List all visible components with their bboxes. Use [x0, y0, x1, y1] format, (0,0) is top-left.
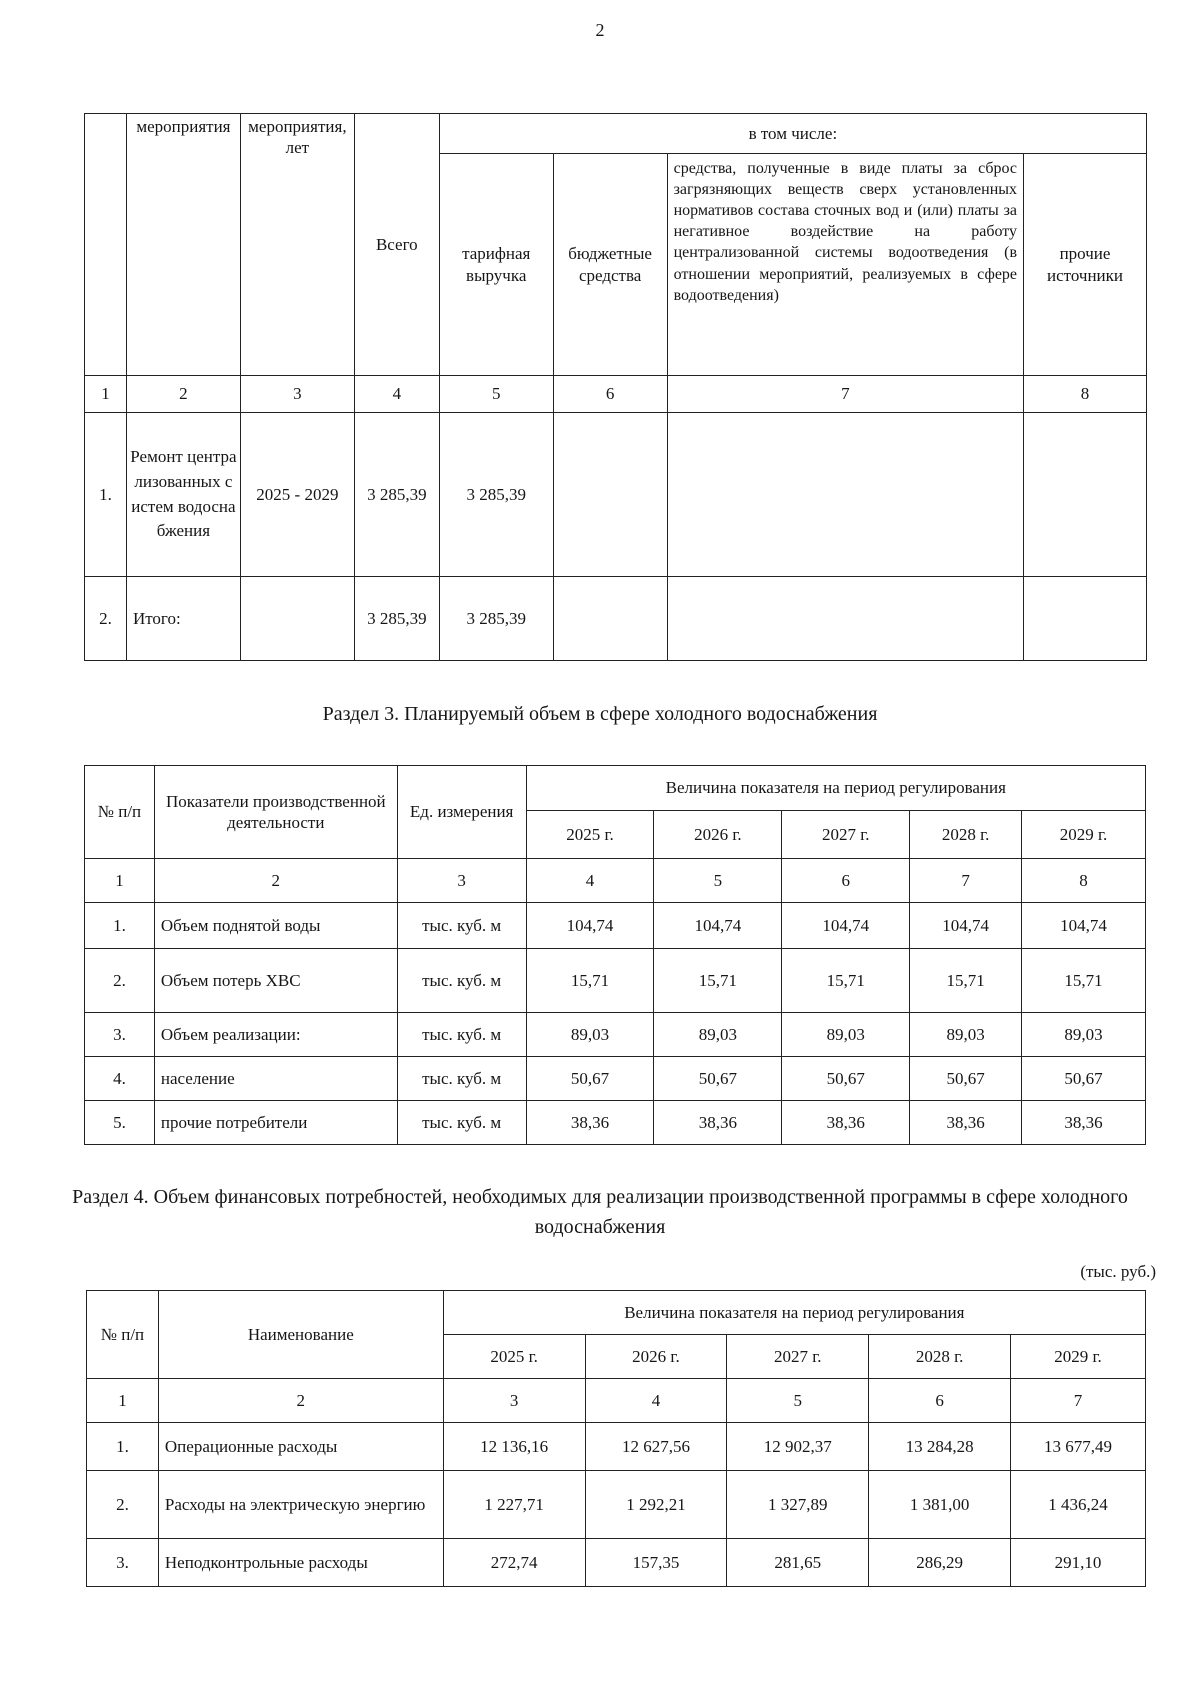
column-number-row: [87, 1379, 1146, 1423]
value: 1 227,71: [443, 1471, 585, 1539]
budget-value: [553, 413, 667, 577]
unit: тыс. куб. м: [397, 1013, 526, 1057]
header-year: 2025 г.: [443, 1335, 585, 1379]
value: 15,71: [910, 949, 1022, 1013]
table-row: [85, 903, 1146, 949]
value: 1 436,24: [1011, 1471, 1146, 1539]
section-3-title: Раздел 3. Планируемый объем в сфере холодного водоснабжения: [322, 703, 878, 725]
header-period: Величина показателя на период регулирования: [443, 1291, 1145, 1335]
value: 15,71: [1022, 949, 1146, 1013]
value: 104,74: [910, 903, 1022, 949]
col-number: 6: [553, 376, 667, 413]
indicator-name: Объем реализации:: [154, 1013, 397, 1057]
col-number: 3: [240, 376, 354, 413]
value: 13 284,28: [869, 1423, 1011, 1471]
value: 104,74: [1022, 903, 1146, 949]
col-number: 3: [443, 1379, 585, 1423]
col-number: 4: [526, 859, 654, 903]
header-total: Всего: [354, 114, 439, 376]
header-year: 2027 г.: [727, 1335, 869, 1379]
section-4-title: Раздел 4. Объем финансовых потребностей, необходимых для реализации производственной программы в сфере холодного водоснабжения: [72, 1186, 1128, 1238]
header-name: Наименование: [158, 1291, 443, 1379]
col-number: 6: [869, 1379, 1011, 1423]
value: 15,71: [526, 949, 654, 1013]
unit: тыс. куб. м: [397, 1101, 526, 1145]
budget-value: [553, 577, 667, 661]
col-number: 6: [782, 859, 910, 903]
value: 286,29: [869, 1539, 1011, 1587]
row-number: 2.: [87, 1471, 159, 1539]
planned-volume-table: [84, 765, 1146, 1145]
tariff-value: 3 285,39: [439, 577, 553, 661]
header-tariff-revenue: тарифная выручка: [439, 154, 553, 376]
table-row: [85, 413, 1147, 577]
measure-name: Ремонт централизованных систем водоснабжения: [126, 413, 240, 577]
indicator-name: население: [154, 1057, 397, 1101]
unit-note: (тыс. руб.): [1080, 1262, 1156, 1281]
row-number: 4.: [85, 1057, 155, 1101]
page-number: 2: [595, 20, 605, 40]
unit: тыс. куб. м: [397, 1057, 526, 1101]
header-measure-period: мероприятия, лет: [240, 114, 354, 376]
header-fees-funds: средства, полученные в виде платы за сброс загрязняющих веществ сверх установленных нормативов состава сточных вод и (или) платы за негативное воздействие на работу централизованной системы водоотведения (в отношении мероприятий, реализуемых в сфере водоотведения): [667, 154, 1023, 376]
col-number: 7: [667, 376, 1023, 413]
value: 38,36: [782, 1101, 910, 1145]
total-value: 3 285,39: [354, 577, 439, 661]
header-budget-funds: бюджетные средства: [553, 154, 667, 376]
header-year: 2026 г.: [654, 811, 782, 859]
value: 104,74: [526, 903, 654, 949]
value: 12 627,56: [585, 1423, 727, 1471]
value: 15,71: [782, 949, 910, 1013]
measure-period: [240, 577, 354, 661]
value: 50,67: [654, 1057, 782, 1101]
value: 15,71: [654, 949, 782, 1013]
row-number: 5.: [85, 1101, 155, 1145]
header-year: 2029 г.: [1022, 811, 1146, 859]
row-number: 2.: [85, 949, 155, 1013]
measure-name: Итого:: [126, 577, 240, 661]
table-row: [85, 949, 1146, 1013]
row-number: 1.: [87, 1423, 159, 1471]
value: 38,36: [526, 1101, 654, 1145]
expense-name: Неподконтрольные расходы: [158, 1539, 443, 1587]
unit: тыс. куб. м: [397, 949, 526, 1013]
fees-value: [667, 413, 1023, 577]
value: 281,65: [727, 1539, 869, 1587]
col-number: 2: [158, 1379, 443, 1423]
value: 1 327,89: [727, 1471, 869, 1539]
financial-needs-table: [86, 1290, 1146, 1587]
value: 50,67: [782, 1057, 910, 1101]
row-number: 3.: [85, 1013, 155, 1057]
other-value: [1024, 577, 1147, 661]
col-number: 5: [439, 376, 553, 413]
header-cell-empty: [85, 114, 127, 376]
header-measure-name: мероприятия: [126, 114, 240, 376]
header-year: 2028 г.: [910, 811, 1022, 859]
measure-period: 2025 - 2029: [240, 413, 354, 577]
value: 291,10: [1011, 1539, 1146, 1587]
row-number: 1.: [85, 413, 127, 577]
value: 89,03: [910, 1013, 1022, 1057]
value: 89,03: [1022, 1013, 1146, 1057]
value: 38,36: [654, 1101, 782, 1145]
header-year: 2025 г.: [526, 811, 654, 859]
value: 50,67: [526, 1057, 654, 1101]
value: 12 902,37: [727, 1423, 869, 1471]
row-number: 2.: [85, 577, 127, 661]
indicator-name: прочие потребители: [154, 1101, 397, 1145]
total-value: 3 285,39: [354, 413, 439, 577]
table-row: [85, 577, 1147, 661]
value: 38,36: [1022, 1101, 1146, 1145]
value: 38,36: [910, 1101, 1022, 1145]
table-row: [85, 1101, 1146, 1145]
value: 50,67: [1022, 1057, 1146, 1101]
header-other-sources: прочие источники: [1024, 154, 1147, 376]
col-number: 5: [654, 859, 782, 903]
col-number: 8: [1022, 859, 1146, 903]
table-row: [85, 1013, 1146, 1057]
value: 89,03: [526, 1013, 654, 1057]
expense-name: Операционные расходы: [158, 1423, 443, 1471]
value: 272,74: [443, 1539, 585, 1587]
value: 1 381,00: [869, 1471, 1011, 1539]
other-value: [1024, 413, 1147, 577]
col-number: 5: [727, 1379, 869, 1423]
col-number: 4: [354, 376, 439, 413]
col-number: 1: [85, 376, 127, 413]
col-number: 2: [154, 859, 397, 903]
col-number: 7: [1011, 1379, 1146, 1423]
header-period: Величина показателя на период регулирования: [526, 766, 1145, 811]
col-number: 1: [87, 1379, 159, 1423]
column-number-row: [85, 376, 1147, 413]
table-row: [85, 1057, 1146, 1101]
header-year: 2026 г.: [585, 1335, 727, 1379]
table-row: [87, 1423, 1146, 1471]
col-number: 8: [1024, 376, 1147, 413]
value: 13 677,49: [1011, 1423, 1146, 1471]
value: 1 292,21: [585, 1471, 727, 1539]
measures-financing-table: [84, 113, 1147, 661]
column-number-row: [85, 859, 1146, 903]
value: 104,74: [654, 903, 782, 949]
header-number: № п/п: [87, 1291, 159, 1379]
header-indicator: Показатели производственной деятельности: [154, 766, 397, 859]
col-number: 7: [910, 859, 1022, 903]
value: 12 136,16: [443, 1423, 585, 1471]
unit: тыс. куб. м: [397, 903, 526, 949]
value: 89,03: [654, 1013, 782, 1057]
col-number: 1: [85, 859, 155, 903]
expense-name: Расходы на электрическую энергию: [158, 1471, 443, 1539]
value: 104,74: [782, 903, 910, 949]
header-year: 2028 г.: [869, 1335, 1011, 1379]
header-including: в том числе:: [439, 114, 1146, 154]
header-year: 2027 г.: [782, 811, 910, 859]
header-unit: Ед. измерения: [397, 766, 526, 859]
col-number: 3: [397, 859, 526, 903]
table-row: [87, 1471, 1146, 1539]
value: 157,35: [585, 1539, 727, 1587]
col-number: 2: [126, 376, 240, 413]
fees-value: [667, 577, 1023, 661]
tariff-value: 3 285,39: [439, 413, 553, 577]
header-year: 2029 г.: [1011, 1335, 1146, 1379]
indicator-name: Объем потерь ХВС: [154, 949, 397, 1013]
table-row: [87, 1539, 1146, 1587]
value: 50,67: [910, 1057, 1022, 1101]
row-number: 3.: [87, 1539, 159, 1587]
row-number: 1.: [85, 903, 155, 949]
indicator-name: Объем поднятой воды: [154, 903, 397, 949]
value: 89,03: [782, 1013, 910, 1057]
col-number: 4: [585, 1379, 727, 1423]
header-number: № п/п: [85, 766, 155, 859]
